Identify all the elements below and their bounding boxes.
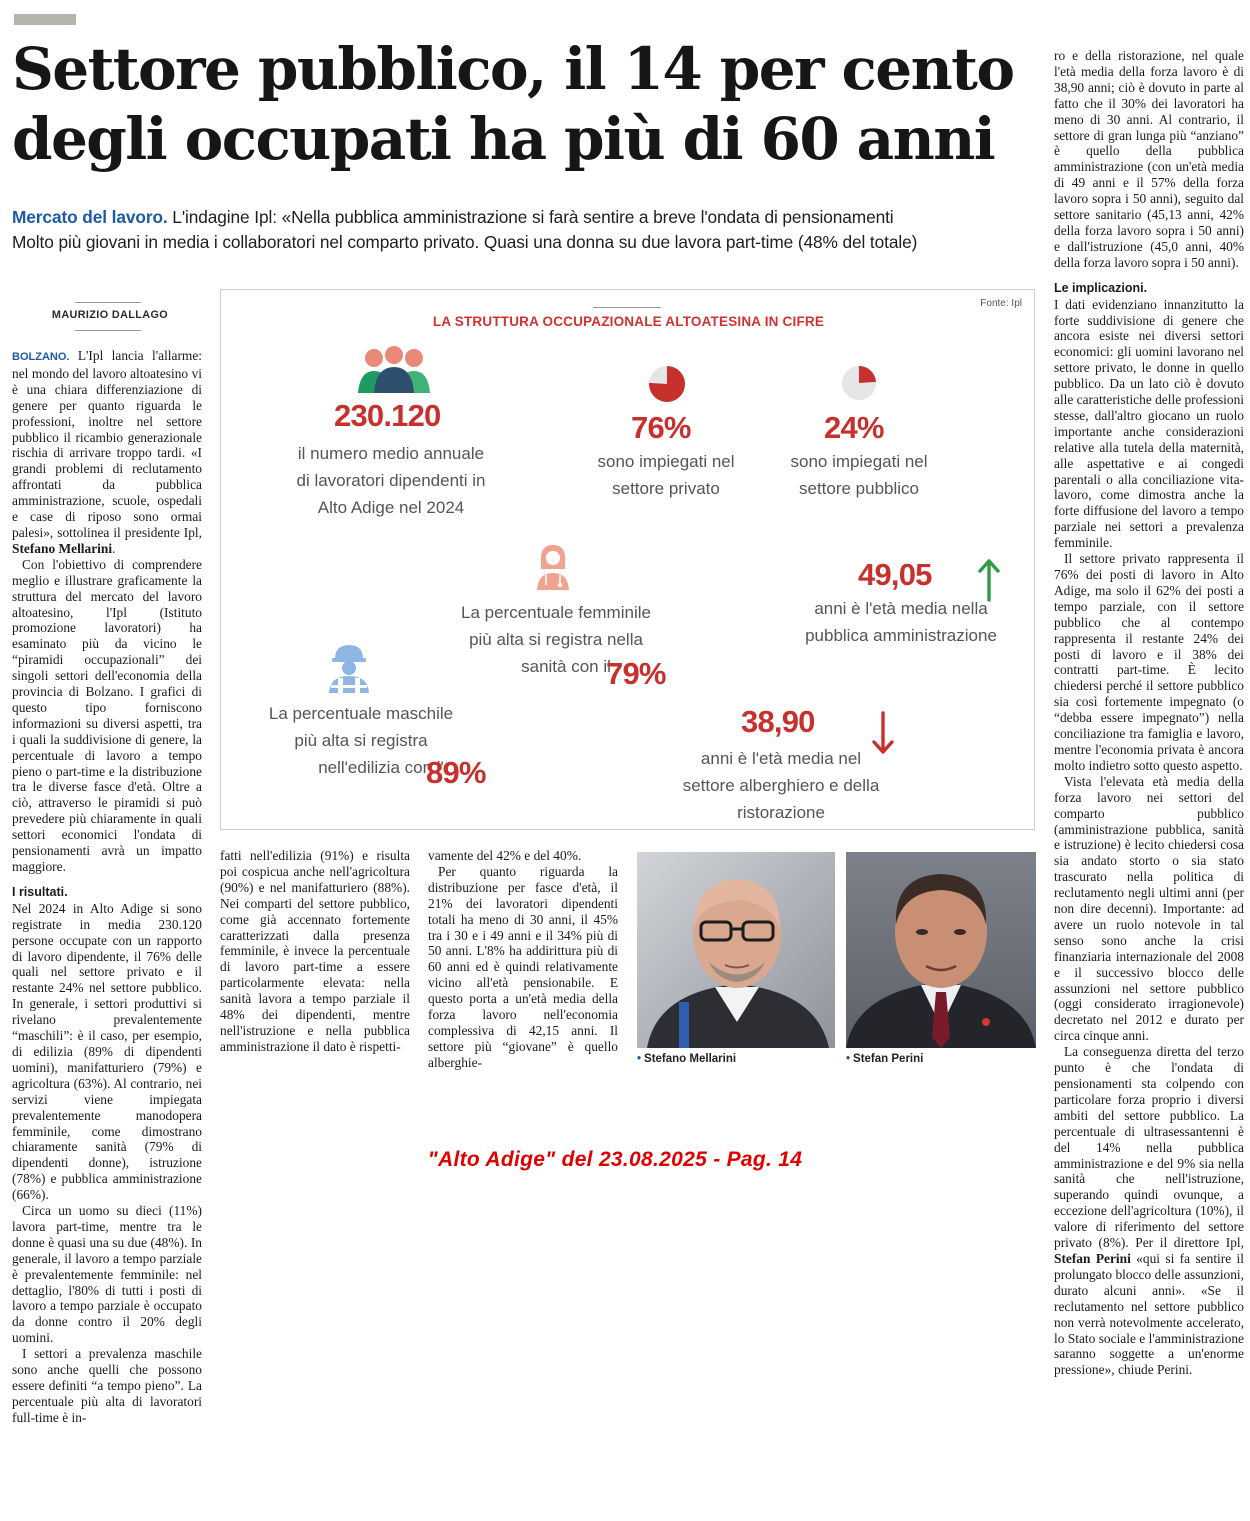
infographic-panel bbox=[220, 289, 1035, 830]
headline-line1: Settore pubblico, il 14 per cento bbox=[12, 35, 1014, 103]
workers-caption bbox=[271, 440, 511, 521]
caption-line: più alta si registra nella bbox=[469, 630, 643, 649]
caption-line: più alta si registra bbox=[294, 731, 428, 750]
paragraph: ro e della ristorazione, nel quale l'età media della forza lavoro è di 38,90 anni; ciò è dovuto in parte al fatto che il 30% dei lavoratori ha meno di 30 anni. Al contrario, il settore di gran lunga più “anziano” è quello della pubblica amministrazione (con un'età media di 49 anni e il 57% della forza lavoro sopra i 50 anni), seguito dal settore sanitario (45,13 anni, 42% della forza lavoro sopra i 50 anni) e dall'istruzione (45,0 anni, 40% della forza lavoro sopra i 50 anni). bbox=[1054, 48, 1244, 270]
caption-line: ristorazione bbox=[737, 803, 825, 822]
paragraph bbox=[1054, 1044, 1244, 1378]
paragraph bbox=[12, 348, 202, 557]
paragraph: I dati evidenziano innanzitutto la forte suddivisione di genere che ancora esiste nei diversi settori economici: gli uomini lavorano nel settore privato, le donne in quello pubblico. Da un lato ciò è dovuto alle caratteristiche delle professioni stesse, dall'altro giocano un ruolo importante anche considerazioni relative alla tutela della maternità, alle aspettative e ai congedi parentali o alla conciliazione vita-lavoro, come dimostra anche la forte diffusione del lavoro a tempo parziale nei settori a prevalenza femminile. bbox=[1054, 296, 1244, 551]
caption-line: settore alberghiero e della bbox=[682, 776, 880, 795]
portrait-image bbox=[637, 852, 835, 1048]
caption-line: settore pubblico bbox=[798, 479, 920, 498]
paragraph: Per quanto riguarda la distribuzione per fasce d'età, il 21% dei lavoratori dipendenti totali ha meno di 30 anni, il 45% tra i 30 e i 49 anni e il 34% più di 50 anni. L'8% ha addirittura più di 60 anni ed è quindi relativamente vicino all'età pensionabile. E questo porta a un'età media della forza lavoro nell'economia complessiva di 42,15 anni. Il settore più “giovane” è quello alberghie- bbox=[428, 863, 618, 1070]
pie-chart-icon bbox=[648, 365, 686, 403]
paragraph: fatti nell'edilizia (91%) e risulta poi cospicua anche nell'agricoltura (90%) e nel manifatturiero (88%). Nei comparti del settore pubblico, come già accennato fortemente caratterizzati dalla presenza femminile, è invece la percentuale di lavoro part-time a essere particolarmente elevata: nella sanità lavora a tempo parziale il 48% dei dipendenti, mentre nell'istruzione e nella pubblica amministrazione il dato è rispetti- bbox=[220, 848, 410, 1054]
caption-text: Stefano Mellarini bbox=[644, 1053, 737, 1065]
subhead-line2: Molto più giovani in media i collaboratori nel comparto privato. Quasi una donna su due lavora part-time (48% del totale) bbox=[12, 232, 918, 252]
photo-stefan-perini bbox=[846, 852, 1036, 1048]
portrait-image bbox=[846, 852, 1036, 1048]
infographic-title-rule bbox=[593, 307, 661, 308]
caption-line: sono impiegati nel bbox=[597, 452, 735, 471]
subhead bbox=[12, 205, 1037, 255]
male-value: 89% bbox=[426, 755, 486, 790]
article-column-1 bbox=[12, 348, 202, 1426]
article-column-2 bbox=[220, 848, 410, 1055]
article-column-4 bbox=[1054, 48, 1244, 1378]
age-hotel-caption bbox=[651, 745, 911, 826]
caption-line: il numero medio annuale bbox=[297, 444, 485, 463]
paragraph: vamente del 42% e del 40%. bbox=[428, 848, 582, 863]
paragraph: Vista l'elevata età media della forza lavoro nei settori del comparto pubblico (amministrazione pubblica, sanità e istruzione) è lecito chiedersi cosa sia andato storto o sia stato trascurato nella politica di reclutamento negli ultimi anni (per non dire decenni). Importante: ad avere un ruolo notevole in tal senso sono anche la crisi finanziaria internazionale del 2008 e il successivo blocco delle assunzioni nel settore pubblico (oggi considerato irragionevole) decretato nel 2012 e durato per circa cinque anni. bbox=[1054, 773, 1244, 1044]
private-value: 76% bbox=[631, 410, 691, 445]
paragraph: Circa un uomo su dieci (11%) lavora part-time, mentre tra le donne è quasi una su due (48%). In generale, il lavoro a tempo parziale è prevalentemente femminile: nel dettaglio, l'80% di tutti i posti di lavoro a tempo parziale è occupato da donne contro il 20% degli uomini. bbox=[12, 1203, 202, 1346]
infographic-title: LA STRUTTURA OCCUPAZIONALE ALTOATESINA IN CIFRE bbox=[432, 314, 825, 329]
headline bbox=[12, 34, 1032, 174]
photo-caption-right bbox=[846, 1053, 923, 1065]
paragraph: Con l'obiettivo di comprendere meglio e illustrare graficamente la struttura del mercato del lavoro altoatesino, l'Ipl (Istituto promozione lavoratori) ha esaminato più da vicino le “piramidi occupazionali” dei singoli settori dell'economia della provincia di Bolzano. I grafici di questo tipo forniscono informazioni su diversi aspetti, tra i quali la suddivisione di genere, la percentuale di lavoro a tempo pieno o part-time e la distribuzione tra le diverse fasce d'età. Oltre a ciò, attraverso le piramidi si può prevedere più chiaramente in quali settori economici l'ondata di pensionamenti avrà un impatto maggiore. bbox=[12, 556, 202, 874]
paragraph: I settori a prevalenza maschile sono anche quelli che possono essere definiti “a tempo pieno”. La percentuale più alta di lavoratori full-time è in- bbox=[12, 1346, 202, 1425]
byline-rule-top bbox=[75, 302, 141, 303]
section-heading: Le implicazioni. bbox=[1054, 280, 1148, 295]
workers-value: 230.120 bbox=[334, 398, 441, 433]
paragraph-text: «qui si fa sentire il prolungato blocco delle assunzioni, durato alcuni anni». «Se il reclutamento nel settore pubblico non verrà notevolmente accelerato, lo Stato sociale e l'amministrazione saranno soggette a un'enorme pressione», chiude Perini. bbox=[1054, 1250, 1244, 1378]
subhead-line1: L'indagine Ipl: «Nella pubblica amministrazione si farà sentire a breve l'ondata di pensionamenti bbox=[167, 207, 894, 227]
caption-line: anni è l'età media nella bbox=[814, 599, 988, 618]
source-stamp: "Alto Adige" del 23.08.2025 - Pag. 14 bbox=[427, 1148, 803, 1171]
caption-line: sanità con il bbox=[521, 657, 611, 676]
byline: MAURIZIO DALLAGO bbox=[51, 309, 169, 321]
age-hotel-value: 38,90 bbox=[741, 704, 815, 739]
paragraph: Il settore privato rappresenta il 76% dei posti di lavoro in Alto Adige, ma solo il 62% dei posti a tempo parziale, con il settore pubblico che al contempo rappresenta il restante 24% dei posti di lavoro e il 38% dei contratti part-time. È lecito chiedersi perché il settore pubblico sia così fortemente impegnato (o “debba essere impegnato”) nella conciliazione tra famiglia e lavoro, mentre l'economia privata è ancora molto indietro sotto questo aspetto. bbox=[1054, 551, 1244, 773]
caption-line: Alto Adige nel 2024 bbox=[317, 498, 465, 517]
person-name: Stefano Mellarini bbox=[12, 540, 113, 556]
subhead-lead: Mercato del lavoro. bbox=[12, 207, 168, 227]
caption-line: La percentuale femminile bbox=[461, 603, 651, 622]
paragraph-text: . bbox=[112, 540, 116, 556]
private-caption bbox=[566, 448, 766, 502]
section-heading: I risultati. bbox=[12, 884, 68, 899]
caption-line: anni è l'età media nel bbox=[700, 749, 862, 768]
infographic-source: Fonte: Ipl bbox=[980, 298, 1022, 309]
section-tag-bar bbox=[14, 14, 76, 25]
caption-line: nell'edilizia con l' bbox=[318, 758, 444, 777]
paragraph-text: La conseguenza diretta del terzo punto è che l'ondata di pensionamenti sta colpendo con particolare forza proprio i diversi ambiti del settore pubblico. La percentuale di ultrasessantenni è del 14% nella pubblica amministrazione e del 9% sia nella sanità che nell'istruzione, superando quindi ovunque, a eccezione dell'agricoltura (10%), il valore di riferimento del settore privato (8%). Per il direttore Ipl, bbox=[1054, 1044, 1244, 1251]
bullet-dot-icon: • bbox=[846, 1053, 851, 1065]
female-value: 79% bbox=[606, 656, 666, 691]
people-group-icon bbox=[356, 345, 432, 395]
bullet-dot-icon: • bbox=[637, 1053, 642, 1065]
paragraph: Nel 2024 in Alto Adige si sono registrate in media 230.120 persone occupate con un rapporto di lavoro dipendente, il 76% delle quali nel settore privato e il restante 24% nel settore pubblico. In generale, i settori produttivi si rivelano prevalentemente “maschili”: è il caso, per esempio, di edilizia (89% di dipendenti uomini), manifatturiero (79%) e agricoltura (63%). Al contrario, nei servizi viene impiegata prevalentemente manodopera femminile, come dimostrano chiaramente sanità (79% di dipendenti donne), istruzione (78%) e pubblica amministrazione (66%). bbox=[12, 900, 202, 1203]
photo-stefano-mellarini bbox=[637, 852, 835, 1048]
paragraph-text: L'Ipl lancia l'allarme: nel mondo del lavoro altoatesino vi è una chiara differenziazione di genere per quanto riguarda le professioni, inoltre nel settore pubblico il ricambio generazionale rischia di arrivare troppo tardi. «I grandi problemi di reclutamento affrontati da pubblica amministrazione, scuole, ospedali e case di riposo sono ormai palesi», sottolinea il presidente Ipl, bbox=[12, 348, 202, 540]
public-value: 24% bbox=[824, 410, 884, 445]
photo-caption-left bbox=[637, 1053, 736, 1065]
caption-line: sono impiegati nel bbox=[790, 452, 928, 471]
headline-line2: degli occupati ha più di 60 anni bbox=[12, 105, 995, 173]
article-column-3 bbox=[428, 848, 618, 1071]
caption-line: pubblica amministrazione bbox=[805, 626, 997, 645]
pie-chart-icon bbox=[841, 365, 877, 401]
pie-slice bbox=[859, 366, 876, 383]
dateline-city: BOLZANO. bbox=[12, 351, 70, 363]
caption-text: Stefan Perini bbox=[853, 1053, 924, 1065]
construction-worker-icon bbox=[325, 642, 373, 694]
age-public-caption bbox=[781, 595, 1021, 649]
female-doctor-icon bbox=[533, 543, 573, 591]
caption-line: La percentuale maschile bbox=[268, 704, 454, 723]
person-name: Stefan Perini bbox=[1054, 1250, 1131, 1266]
age-public-value: 49,05 bbox=[858, 557, 932, 592]
caption-line: di lavoratori dipendenti in bbox=[296, 471, 486, 490]
public-caption bbox=[759, 448, 959, 502]
byline-rule-bottom bbox=[75, 330, 141, 331]
caption-line: settore privato bbox=[612, 479, 720, 498]
